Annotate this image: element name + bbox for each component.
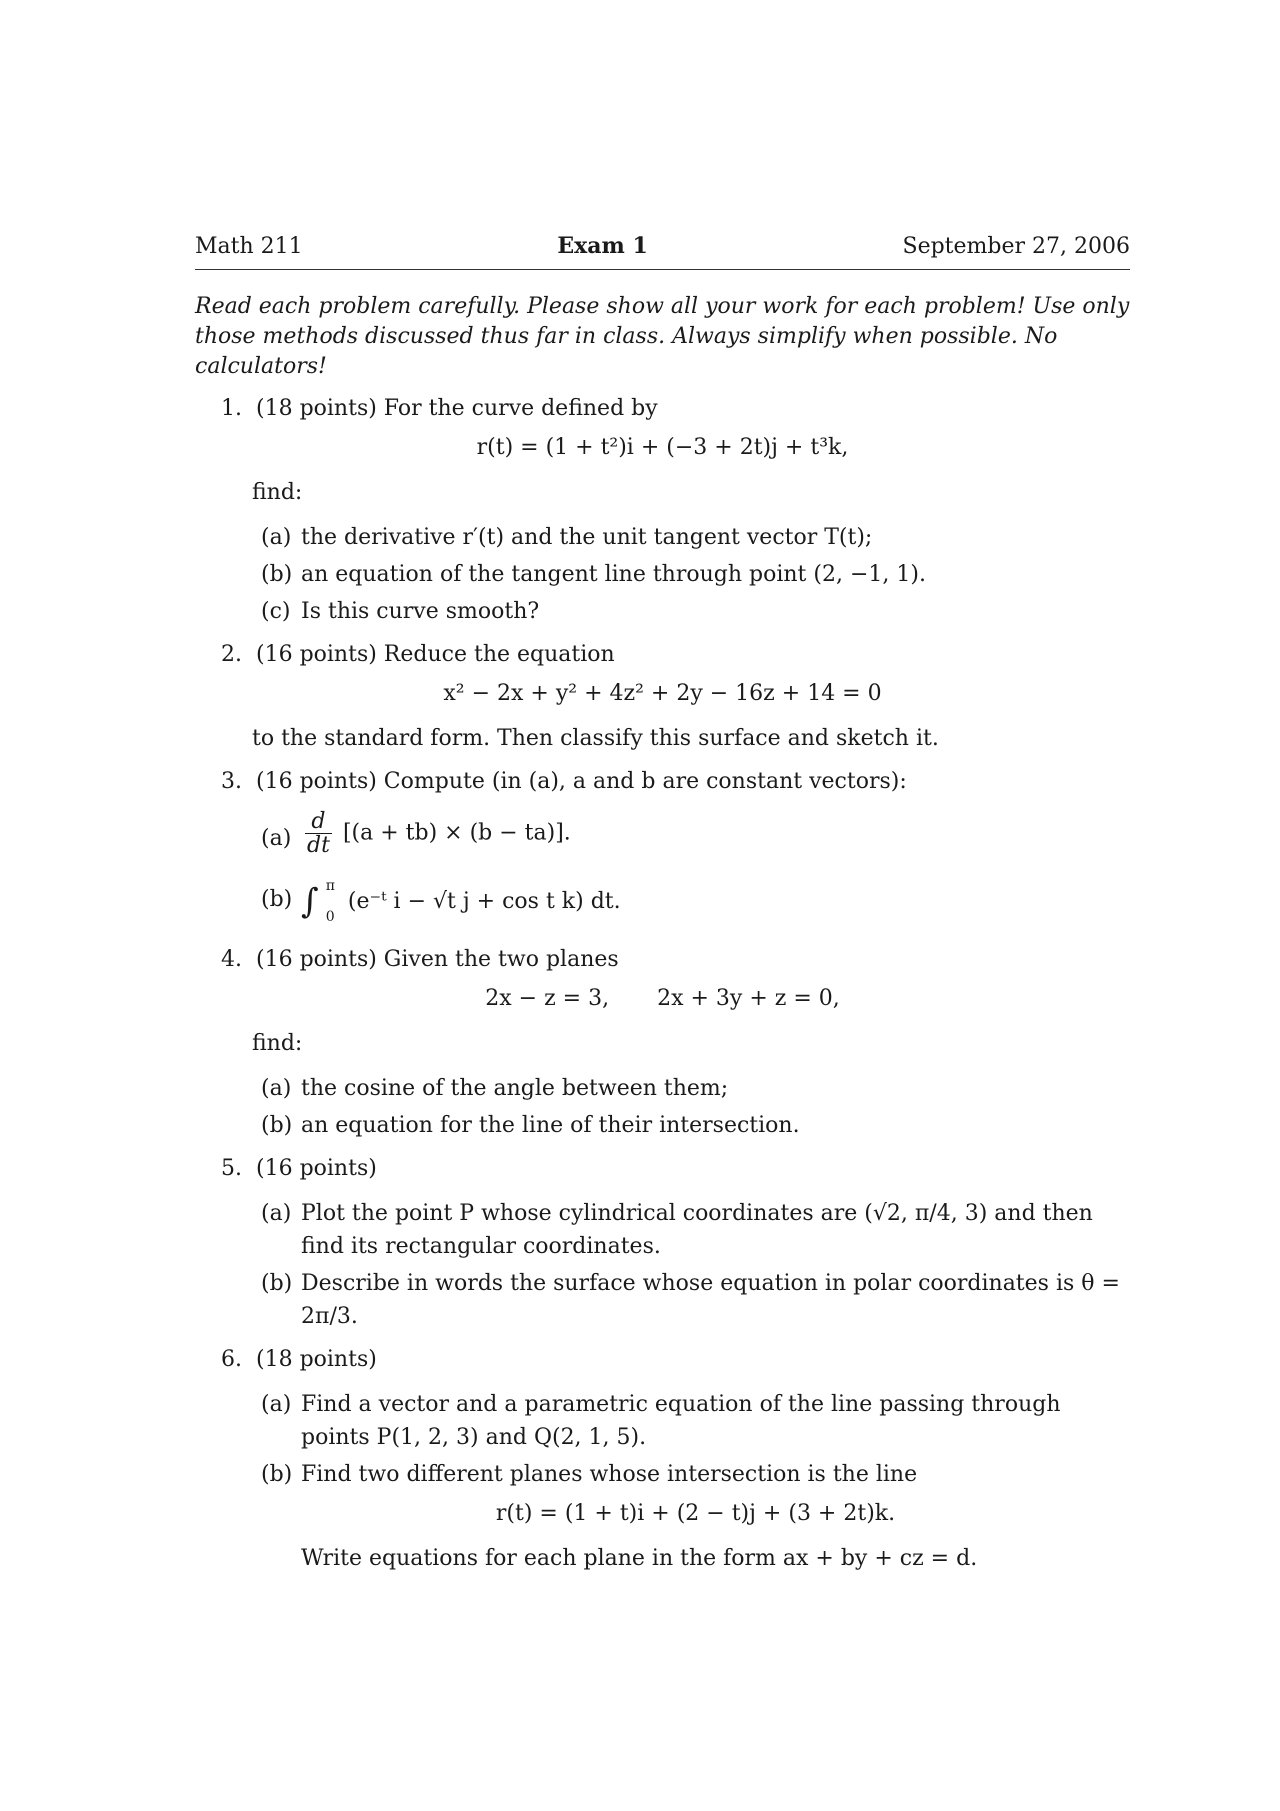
part-label: (b) (261, 1112, 293, 1138)
part-b (261, 558, 1130, 591)
problem-stem: (18 points) (256, 1346, 377, 1372)
part-label: (b) (261, 561, 293, 587)
problem-parts (261, 521, 1130, 628)
problem-stem: (18 points) For the curve defined by (256, 395, 658, 421)
problem-1 (195, 392, 1130, 628)
part-label: (b) (261, 1461, 293, 1487)
line-equation: r(t) = (1 + t)i + (2 − t)j + (3 + 2t)k. (495, 1500, 896, 1526)
part-b (261, 871, 1130, 933)
problem-4 (195, 943, 1130, 1142)
surface-equation: x² − 2x + y² + 4z² + 2y − 16z + 14 = 0 (443, 680, 882, 706)
part-label: (b) (261, 1270, 293, 1296)
part-a (261, 521, 1130, 554)
frac-numerator: d (305, 810, 332, 834)
problem-number: 1. (221, 395, 242, 421)
plane-1-equation: 2x − z = 3, (485, 985, 610, 1011)
exam-title: Exam 1 (557, 233, 648, 259)
course-name: Math 211 (195, 234, 303, 259)
problem-followup: to the standard form. Then classify this surface and sketch it. (252, 725, 939, 751)
part-a (261, 810, 1130, 867)
problem-number: 6. (221, 1346, 242, 1372)
integral-sign: ∫ (301, 881, 319, 922)
problem-parts (261, 810, 1130, 933)
part-label: (a) (261, 1075, 292, 1101)
part-b (261, 1109, 1130, 1142)
problem-3 (195, 765, 1130, 933)
find-label: find: (252, 1030, 303, 1056)
exam-date: September 27, 2006 (902, 234, 1130, 259)
problem-number: 3. (221, 768, 242, 794)
part-text: Find a vector and a parametric equation of the line passing through points P(1, 2, 3) and Q(2, 1, 5). (301, 1391, 1061, 1450)
problem-number: 5. (221, 1155, 242, 1181)
planes-equations (195, 982, 1130, 1015)
part-label: (b) (261, 886, 293, 912)
problem-parts (261, 1072, 1130, 1142)
problem-stem: (16 points) (256, 1155, 377, 1181)
part-text: Find two different planes whose intersection is the line (301, 1461, 918, 1487)
problem-number: 2. (221, 641, 242, 667)
problem-stem: (16 points) Reduce the equation (256, 641, 615, 667)
problem-2 (195, 638, 1130, 755)
part-text: Describe in words the surface whose equation in polar coordinates is θ = 2π/3. (301, 1270, 1120, 1329)
exam-page (195, 230, 1130, 1575)
plane-2-equation: 2x + 3y + z = 0, (657, 985, 840, 1011)
part-text: [(a + tb) × (b − ta)]. (342, 820, 571, 846)
part-text: an equation for the line of their intersection. (301, 1112, 800, 1138)
frac-denominator: dt (307, 832, 330, 858)
part-text: (e⁻ᵗ i − √t j + cos t k) dt. (347, 888, 621, 914)
problem-stem: (16 points) Compute (in (a), a and b are constant vectors): (256, 768, 907, 794)
exam-header (195, 230, 1130, 270)
part-text: the cosine of the angle between them; (301, 1075, 729, 1101)
part-b (261, 1267, 1130, 1333)
find-label: find: (252, 479, 303, 505)
part-text: an equation of the tangent line through point (2, −1, 1). (301, 561, 926, 587)
derivative-operator (305, 810, 332, 857)
part-c (261, 595, 1130, 628)
curve-equation: r(t) = (1 + t²)i + (−3 + 2t)j + t³k, (476, 434, 849, 460)
part-a (261, 1388, 1130, 1454)
part-text: the derivative r′(t) and the unit tangent vector T(t); (301, 524, 873, 550)
part-label: (a) (261, 1200, 292, 1226)
upper-limit: π (325, 877, 335, 894)
part-label: (a) (261, 825, 292, 851)
part-a (261, 1197, 1130, 1263)
integral-limits (326, 871, 335, 933)
problem-parts (261, 1388, 1130, 1575)
part-text: Is this curve smooth? (301, 598, 540, 624)
problem-6 (195, 1343, 1130, 1575)
part-a (261, 1072, 1130, 1105)
problem-followup: Write equations for each plane in the form ax + by + cz = d. (301, 1545, 978, 1571)
part-b (261, 1458, 1130, 1491)
problem-parts (261, 1197, 1130, 1333)
part-text: Plot the point P whose cylindrical coordinates are (√2, π/4, 3) and then find its rectangular coordinates. (301, 1200, 1093, 1259)
part-label: (a) (261, 524, 292, 550)
problem-stem: (16 points) Given the two planes (256, 946, 619, 972)
part-label: (c) (261, 598, 291, 624)
problem-5 (195, 1152, 1130, 1333)
lower-limit: 0 (325, 908, 335, 925)
part-label: (a) (261, 1391, 292, 1417)
instructions: Read each problem carefully. Please show all your work for each problem! Use only those methods discussed thus far in class. Always simplify when possible. No calculators! (195, 294, 1130, 379)
problem-number: 4. (221, 946, 242, 972)
